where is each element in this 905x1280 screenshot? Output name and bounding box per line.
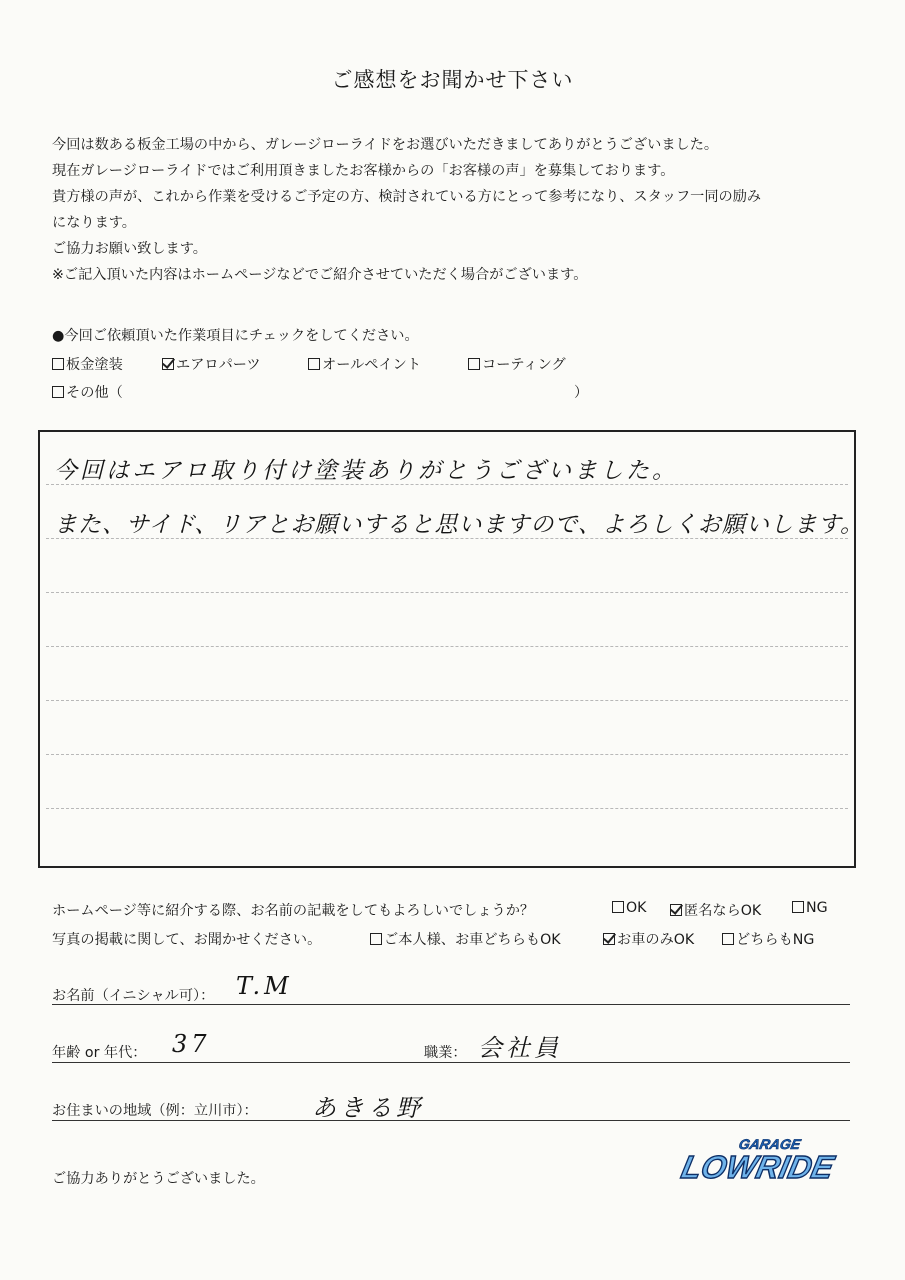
intro-line: 現在ガレージローライドではご利用頂きましたお客様からの「お客様の声」を募集しております。 — [52, 163, 675, 179]
intro-line: 貴方様の声が、これから作業を受けるご予定の方、検討されている方にとって参考になり、スタッフ一同の励み — [52, 189, 762, 205]
intro-line: ※ご記入頂いた内容はホームページなどでご紹介させていただく場合がございます。 — [52, 267, 588, 283]
name-consent-question: ホームページ等に紹介する際、お名前の記載をしてもよろしいでしょうか？ — [52, 903, 535, 919]
ruled-line — [46, 592, 848, 593]
checkbox-icon[interactable] — [722, 933, 734, 945]
intro-line: になります。 — [52, 215, 136, 231]
checkbox-checked-icon[interactable] — [162, 358, 174, 370]
intro-line: 今回は数ある板金工場の中から、ガレージローライドをお選びいただきましてありがとうございました。 — [52, 137, 719, 153]
intro-line: ご協力お願い致します。 — [52, 241, 207, 257]
work-option-all-paint[interactable]: オールペイント — [308, 354, 421, 374]
work-option-sheet-metal[interactable]: 板金塗装 — [52, 354, 123, 374]
ruled-line — [46, 754, 848, 755]
checkbox-icon[interactable] — [52, 386, 64, 398]
photo-consent-car-only-ok[interactable]: お車のみOK — [603, 929, 694, 949]
comment-line: また、サイド、リアとお願いすると思いますので、よろしくお願いします。 — [54, 512, 865, 538]
footer-thanks: ご協力ありがとうございました。 — [52, 1171, 265, 1187]
age-underline — [52, 1062, 850, 1063]
area-value[interactable]: あきる野 — [312, 1094, 424, 1122]
ruled-line — [46, 700, 848, 701]
photo-consent-question: 写真の掲載に関して、お聞かせください。 — [52, 932, 322, 948]
name-consent-ng[interactable]: NG — [792, 900, 828, 916]
comment-box[interactable] — [38, 430, 865, 868]
checkbox-icon[interactable] — [308, 358, 320, 370]
checkbox-icon[interactable] — [792, 901, 804, 913]
age-value[interactable]: 37 — [172, 1030, 211, 1058]
name-consent-ok[interactable]: OK — [612, 900, 646, 916]
name-label: お名前（イニシャル可）： — [52, 988, 215, 1004]
logo-main-text: LOWRIDE — [678, 1149, 837, 1185]
area-label: お住まいの地域（例：立川市）： — [52, 1103, 258, 1119]
area-underline — [52, 1120, 850, 1121]
checkbox-icon[interactable] — [52, 358, 64, 370]
checkbox-checked-icon[interactable] — [670, 904, 682, 916]
work-question: ●今回ご依頼頂いた作業項目にチェックをしてください。 — [52, 328, 419, 344]
comment-line: 今回はエアロ取り付け塗装ありがとうございました。 — [54, 458, 678, 484]
ruled-line — [46, 646, 848, 647]
photo-consent-both-ok[interactable]: ご本人様、お車どちらもOK — [370, 929, 561, 949]
name-underline — [52, 1004, 850, 1005]
checkbox-icon[interactable] — [612, 901, 624, 913]
intro-text — [52, 132, 852, 288]
age-label: 年齢 or 年代： — [52, 1045, 147, 1061]
name-consent-anonymous-ok[interactable]: 匿名ならOK — [670, 900, 761, 920]
work-option-other[interactable]: その他（ ） — [52, 382, 612, 402]
form-title: ご感想をお聞かせ下さい — [331, 68, 574, 92]
work-option-coating[interactable]: コーティング — [468, 354, 566, 374]
work-option-aero-parts[interactable]: エアロパーツ — [162, 354, 261, 374]
logo-top-text: GARAGE — [737, 1136, 803, 1152]
checkbox-checked-icon[interactable] — [603, 933, 615, 945]
job-value[interactable]: 会社員 — [478, 1034, 562, 1062]
checkbox-icon[interactable] — [370, 933, 382, 945]
name-value[interactable]: T.M — [236, 972, 293, 1000]
job-label: 職業： — [424, 1045, 467, 1061]
garage-lowride-logo — [676, 1130, 837, 1188]
photo-consent-ng[interactable]: どちらもNG — [722, 929, 814, 949]
ruled-line — [46, 808, 848, 809]
checkbox-icon[interactable] — [468, 358, 480, 370]
